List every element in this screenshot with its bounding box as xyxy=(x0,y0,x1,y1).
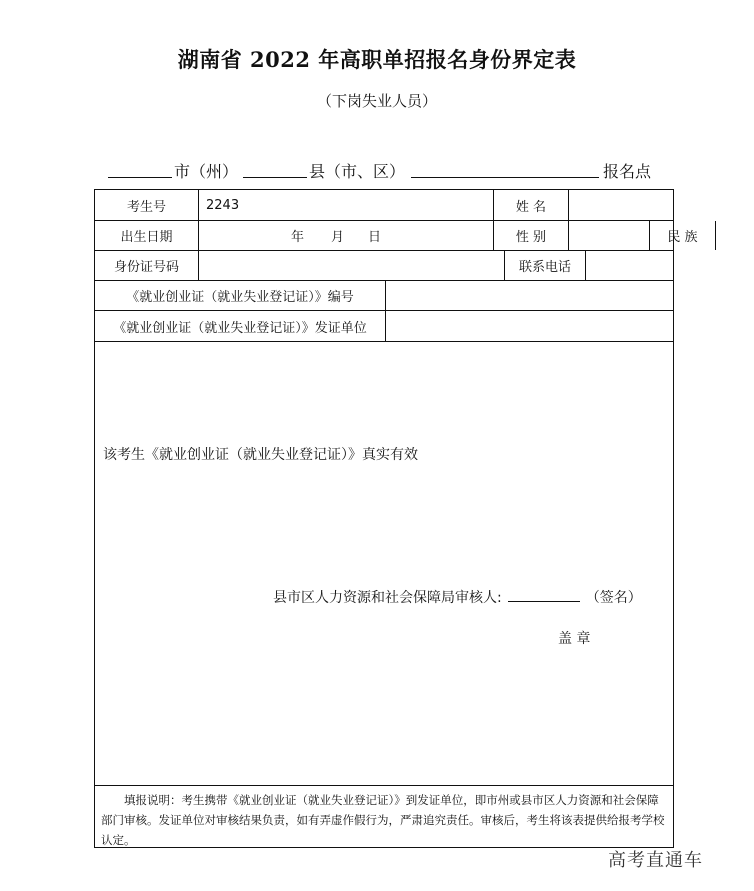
birth-date-field[interactable] xyxy=(199,221,494,250)
birth-year-label: 年 xyxy=(291,230,305,245)
cert-issuer-field[interactable] xyxy=(386,311,673,341)
site-blank[interactable] xyxy=(411,159,599,178)
id-field[interactable] xyxy=(199,251,505,280)
phone-field[interactable] xyxy=(586,251,673,280)
city-label: 市（州） xyxy=(174,162,239,181)
gender-field[interactable] xyxy=(569,221,650,250)
region-line xyxy=(100,159,660,183)
reviewer-label: 县市区人力资源和社会保障局审核人: xyxy=(273,590,502,606)
county-blank[interactable] xyxy=(243,159,307,178)
form-subtitle: （下岗失业人员） xyxy=(316,92,437,110)
birth-day-label: 日 xyxy=(368,230,382,245)
reviewer-line xyxy=(273,587,642,607)
validity-statement: 该考生《就业创业证（就业失业登记证）》真实有效 xyxy=(103,447,418,463)
id-label: 身份证号码 xyxy=(95,251,199,280)
cert-issuer-label: 《就业创业证（就业失业登记证）》发证单位 xyxy=(95,311,386,341)
site-label: 报名点 xyxy=(603,162,652,181)
birth-month-label: 月 xyxy=(331,230,345,245)
row-birth xyxy=(95,221,698,251)
identity-form xyxy=(94,189,698,848)
ethnicity-label: 民 族 xyxy=(650,221,716,250)
exam-no-label: 考生号 xyxy=(95,190,199,220)
phone-label: 联系电话 xyxy=(505,251,586,280)
name-label: 姓 名 xyxy=(494,190,569,220)
county-label: 县（市、区） xyxy=(309,162,406,181)
exam-no-value[interactable]: 2243 xyxy=(199,190,494,220)
form-title: 湖南省 2022 年高职单招报名身份界定表 xyxy=(177,47,577,72)
name-field[interactable] xyxy=(569,190,673,220)
signature-blank[interactable] xyxy=(508,587,580,602)
row-cert-issuer xyxy=(95,311,673,342)
watermark-text: 高考直通车 xyxy=(608,850,703,871)
cert-no-field[interactable] xyxy=(386,281,673,310)
birth-label: 出生日期 xyxy=(95,221,199,250)
row-id xyxy=(95,251,673,281)
row-cert-no xyxy=(95,281,673,311)
sign-label: （签名） xyxy=(585,590,642,606)
gender-label: 性 别 xyxy=(494,221,569,250)
cert-no-label: 《就业创业证（就业失业登记证）》编号 xyxy=(95,281,386,310)
city-blank[interactable] xyxy=(108,159,172,178)
seal-label: 盖 章 xyxy=(558,631,591,647)
fill-instructions: 填报说明：考生携带《就业创业证（就业失业登记证）》到发证单位，即市州或县市区人力资源和社会保障部门审核。发证单位对审核结果负责，如有弄虚作假行为，严肃追究责任。审核后，考生将该表提供给报考学校认定。 xyxy=(95,785,673,847)
row-exam-no xyxy=(95,190,673,221)
